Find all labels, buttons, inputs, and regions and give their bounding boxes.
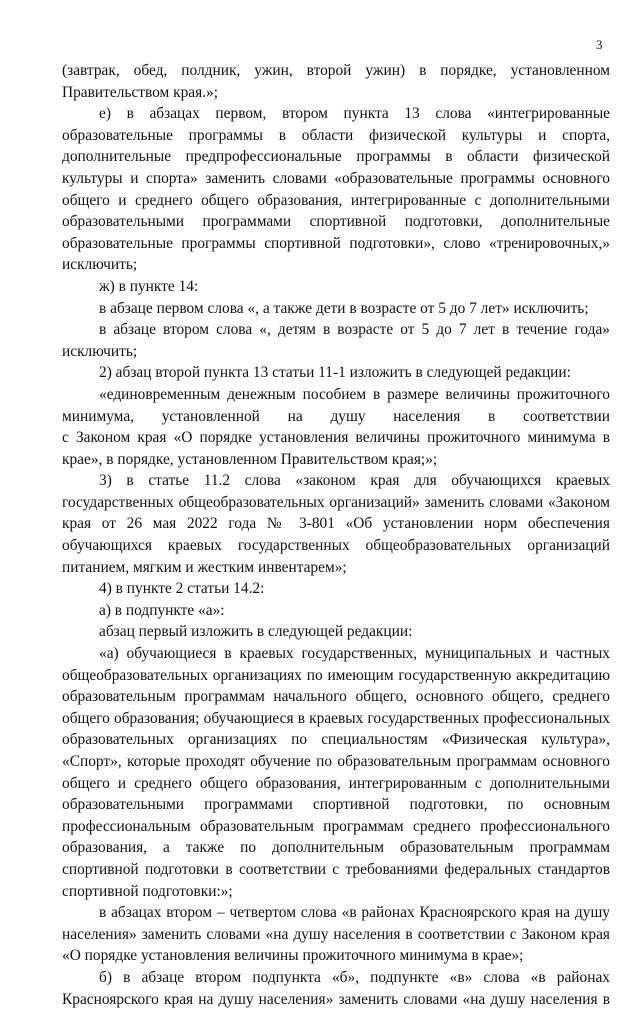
text-line: обучающихся краевых государственных общеобразовательных организаций	[62, 537, 610, 555]
text-line: «единовременным денежным пособием в размере величины прожиточного	[99, 385, 610, 403]
text-line: профессиональным образовательным программам среднего профессионального	[62, 817, 610, 835]
text-line: в абзаце втором слова «, детям в возрасте от 5 до 7 лет в течение года»	[99, 321, 610, 339]
text-line: в абзацах втором – четвертом слова «в районах Красноярского края на душу	[99, 904, 610, 922]
text-line: крае», в порядке, установленном Правительством края;»;	[62, 450, 438, 468]
text-line: образования, а также по дополнительным образовательным программам	[62, 839, 610, 857]
text-line: в абзаце первом слова «, а также дети в возрасте от 5 до 7 лет» исключить;	[99, 299, 589, 317]
text-line: Красноярского края на душу населения» заменить словами «на душу населения в	[62, 990, 610, 1008]
text-line: «а) обучающиеся в краевых государственных, муниципальных и частных	[99, 645, 610, 663]
text-line: а) в подпункте «а»:	[99, 601, 225, 619]
text-line: «Спорт», которые проходят обучение по образовательным программам основного	[62, 753, 610, 770]
text-line: 4) в пункте 2 статьи 14.2:	[99, 580, 265, 598]
text-line: общего и среднего общего образования, интегрированным с дополнительными	[62, 774, 610, 792]
text-line: исключить;	[62, 256, 138, 274]
text-line: образовательные программы в области физической культуры и спорта,	[62, 126, 610, 144]
text-line: государственных общеобразовательных организаций» заменить словами «Законом	[62, 493, 610, 511]
document-body	[62, 60, 610, 1010]
text-line: абзац первый изложить в следующей редакции:	[99, 623, 413, 641]
page-number: 3	[596, 37, 603, 52]
text-line: Правительством края.»;	[62, 83, 219, 101]
text-line: 2) абзац второй пункта 13 статьи 11-1 изложить в следующей редакции:	[99, 364, 571, 382]
text-line: дополнительные предпрофессиональные программы в области физической	[62, 148, 610, 166]
text-line: б) в абзаце втором подпункта «б», подпункте «в» слова «в районах	[99, 968, 610, 986]
text-line: исключить;	[62, 342, 138, 360]
text-line: общего и среднего общего образования, интегрированные с дополнительными	[62, 191, 610, 209]
text-line: минимума, установленной на душу населения в соответствии	[62, 407, 610, 425]
text-line: ж) в пункте 14:	[99, 277, 199, 295]
text-line: спортивной подготовки в соответствии с требованиями федеральных стандартов	[62, 860, 610, 878]
text-line: образовательных организациях по специальностям «Физическая культура»,	[62, 731, 610, 749]
text-line: е) в абзацах первом, втором пункта 13 слова «интегрированные	[99, 105, 610, 123]
text-line: населения» заменить словами «на душу населения в соответствии с Законом края	[62, 925, 610, 943]
text-line: общего образования; обучающиеся в краевых государственных профессиональных	[62, 709, 610, 727]
text-line: «О порядке установления величины прожиточного минимума в крае»;	[62, 947, 524, 965]
text-line: общеобразовательных организациях по имеющим государственную аккредитацию	[62, 666, 610, 684]
text-line: образовательным программам начального общего, основного общего, среднего	[62, 688, 610, 706]
text-line: (завтрак, обед, полдник, ужин, второй ужин) в порядке, установленном	[62, 62, 610, 79]
text-line: спортивной подготовки:»;	[62, 882, 233, 900]
text-line: 3) в статье 11.2 слова «законом края для обучающихся краевых	[99, 472, 610, 490]
text-line: с Законом края «О порядке установления величины прожиточного минимума в	[62, 429, 610, 447]
text-line: образовательными программами спортивной подготовки, по основным	[62, 796, 610, 814]
text-line: образовательными программами спортивной подготовки, дополнительные	[62, 213, 610, 231]
text-line: образовательные программы спортивной подготовки», слово «тренировочных,»	[62, 234, 610, 252]
text-line: питанием, мягким и жестким инвентарем»;	[62, 558, 347, 576]
text-line: края от 26 мая 2022 года № 3-801 «Об установлении норм обеспечения	[62, 515, 610, 533]
text-line: культуры и спорта» заменить словами «образовательные программы основного	[62, 169, 610, 187]
